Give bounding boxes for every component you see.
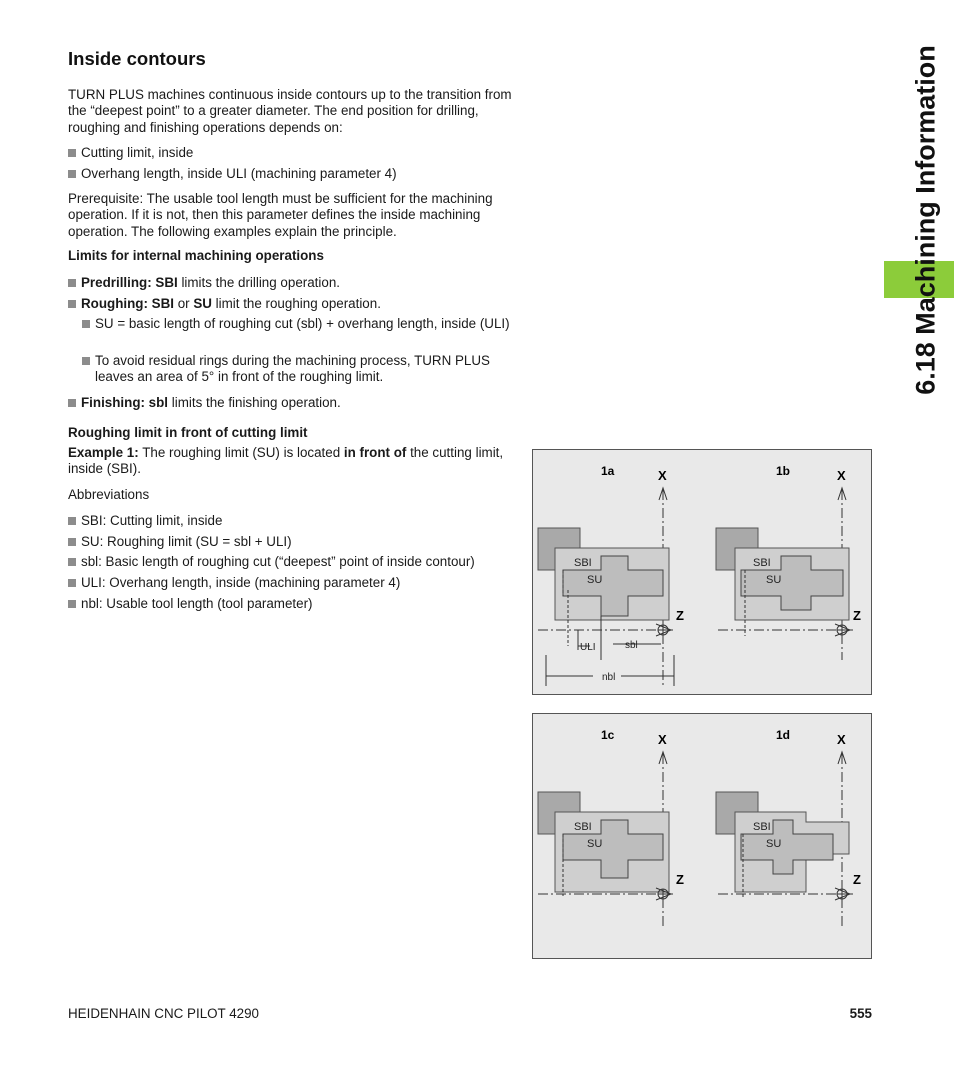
intro-paragraph: TURN PLUS machines continuous inside contours up to the transition from the “deepest point” to a greater diameter. The end position for drilling, roughing and finishing operations depends on: — [68, 87, 512, 135]
sbi-label: SBI — [753, 557, 771, 569]
z-axis-label: Z — [853, 608, 861, 623]
chapter-title: 6.18 Machining Information — [910, 45, 941, 395]
x-axis-label: X — [658, 468, 667, 483]
figure-1c-1d — [532, 713, 872, 959]
page-number: 555 — [849, 1006, 872, 1021]
list-item: Overhang length, inside ULI (machining parameter 4) — [68, 166, 518, 182]
panel-tag: 1a — [601, 464, 615, 478]
footer-product: HEIDENHAIN CNC PILOT 4290 — [68, 1006, 259, 1021]
list-item: SBI: Cutting limit, inside — [68, 513, 518, 529]
uli-label: ULI — [580, 642, 596, 653]
list-item-roughing: Roughing: SBI or SU limit the roughing operation. — [68, 296, 518, 312]
list-item: Cutting limit, inside — [68, 145, 518, 161]
sub-list-item: SU = basic length of roughing cut (sbl) + overhang length, inside (ULI) — [82, 316, 512, 332]
panel-1b — [716, 464, 861, 660]
bullet-icon — [68, 538, 76, 546]
bullet-icon — [82, 320, 90, 328]
bullet-icon — [82, 357, 90, 365]
example-paragraph: Example 1: The roughing limit (SU) is located in front of the cutting limit, inside (SBI). — [68, 445, 504, 477]
bullet-icon — [68, 300, 76, 308]
roughing-limit-heading: Roughing limit in front of cutting limit — [68, 425, 308, 440]
figure-1a-1b-drawing — [533, 450, 871, 694]
su-label: SU — [587, 838, 603, 850]
sbi-label: SBI — [574, 821, 592, 833]
sbi-label: SBI — [574, 557, 592, 569]
bullet-icon — [68, 600, 76, 608]
list-item-finishing: Finishing: sbl limits the finishing operation. — [68, 395, 518, 411]
figure-1a-1b — [532, 449, 872, 695]
bullet-icon — [68, 558, 76, 566]
su-label: SU — [587, 574, 603, 586]
bullet-icon — [68, 579, 76, 587]
abbreviations-heading: Abbreviations — [68, 487, 150, 502]
list-item-predrilling: Predrilling: SBI limits the drilling operation. — [68, 275, 518, 291]
panel-tag: 1b — [776, 464, 791, 478]
bullet-icon — [68, 399, 76, 407]
prerequisite-paragraph: Prerequisite: The usable tool length must be sufficient for the machining operation. If it is not, then this parameter defines the inside machining operation. The following examples explain the principle. — [68, 191, 493, 239]
bullet-icon — [68, 517, 76, 525]
z-axis-label: Z — [676, 608, 684, 623]
nbl-label: nbl — [602, 672, 616, 683]
list-item: SU: Roughing limit (SU = sbl + ULI) — [68, 534, 518, 550]
panel-1c — [538, 728, 684, 929]
x-axis-label: X — [658, 732, 667, 747]
figure-1c-1d-drawing — [533, 714, 871, 958]
list-item: nbl: Usable tool length (tool parameter) — [68, 596, 518, 612]
section-title: Inside contours — [68, 48, 206, 69]
sbl-label: sbl — [625, 640, 638, 651]
list-item: sbl: Basic length of roughing cut (“deepest” point of inside contour) — [68, 554, 518, 570]
bullet-icon — [68, 279, 76, 287]
su-label: SU — [766, 574, 782, 586]
panel-tag: 1d — [776, 728, 791, 742]
panel-1d — [716, 728, 861, 929]
x-axis-label: X — [837, 468, 846, 483]
sub-list-item: To avoid residual rings during the machining process, TURN PLUS leaves an area of 5° in front of the roughing limit. — [82, 353, 512, 386]
x-axis-label: X — [837, 732, 846, 747]
bullet-icon — [68, 149, 76, 157]
list-item: ULI: Overhang length, inside (machining parameter 4) — [68, 575, 518, 591]
limits-heading: Limits for internal machining operations — [68, 248, 324, 263]
panel-1a — [538, 464, 684, 688]
su-label: SU — [766, 838, 782, 850]
bullet-icon — [68, 170, 76, 178]
sbi-label: SBI — [753, 821, 771, 833]
z-axis-label: Z — [676, 872, 684, 887]
dimension-ext-lines — [578, 616, 601, 660]
panel-tag: 1c — [601, 728, 615, 742]
z-axis-label: Z — [853, 872, 861, 887]
